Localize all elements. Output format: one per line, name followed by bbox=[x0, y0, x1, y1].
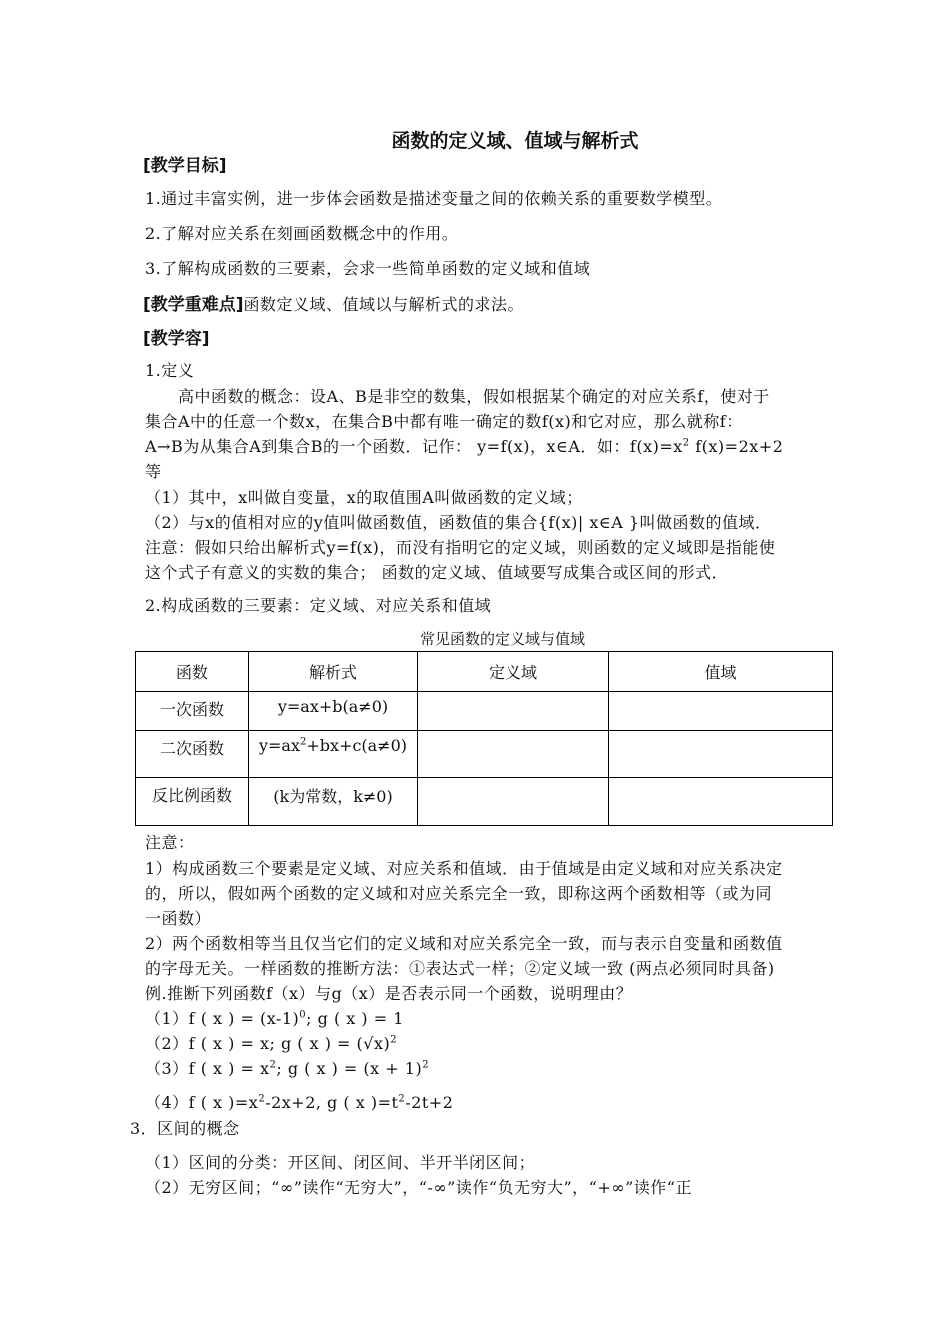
def-line-3 bbox=[145, 434, 783, 457]
example-3b: ; g ( x ) = (x + 1) bbox=[276, 1059, 423, 1078]
note-2: （2）与x的值相对应的y值叫做函数值，函数值的集合{f(x)| x∈A }叫做函数的值域． bbox=[145, 513, 772, 532]
example-1 bbox=[145, 1006, 404, 1029]
row-domain bbox=[418, 692, 609, 731]
para-1b: 的，所以，假如两个函数的定义域和对应关系完全一致，即称这两个函数相等（或为同 bbox=[145, 884, 773, 903]
header-cell: 值域 bbox=[609, 652, 833, 692]
note-4: 这个式子有意义的实数的集合； 函数的定义域、值域要写成集合或区间的形式． bbox=[145, 563, 729, 582]
example-4b: -2x+2, g ( x )=t bbox=[265, 1093, 399, 1112]
note-3: 注意：假如只给出解析式y=f(x)，而没有指明它的定义域，则函数的定义域即是指能使 bbox=[145, 538, 776, 557]
table-row bbox=[136, 731, 833, 778]
interval-heading: 3．区间的概念 bbox=[130, 1119, 240, 1138]
sup-two: 2 bbox=[398, 1093, 406, 1105]
page-title: 函数的定义域、值域与解析式 bbox=[391, 130, 639, 152]
note-1: （1）其中，x叫做自变量，x的取值围A叫做函数的定义域； bbox=[145, 488, 583, 507]
def-line-1: 高中函数的概念：设A、B是非空的数集，假如根据某个确定的对应关系f，使对于 bbox=[178, 387, 770, 406]
sup-two: 2 bbox=[258, 1093, 266, 1105]
para-2c: 例.推断下列函数f（x）与g（x）是否表示同一个函数，说明理由？ bbox=[145, 984, 633, 1003]
header-cell: 函数 bbox=[136, 652, 249, 692]
example-3a: （3）f ( x ) = x bbox=[145, 1059, 270, 1078]
row-range bbox=[609, 692, 833, 731]
section-head-key: [教学重难点] bbox=[143, 295, 244, 315]
def-head: 1.定义 bbox=[145, 361, 195, 380]
header-cell: 解析式 bbox=[249, 652, 418, 692]
key-text: 函数定义域、值域以与解析式的求法。 bbox=[243, 295, 525, 314]
def-line-4: 等 bbox=[145, 462, 162, 481]
functions-table bbox=[135, 651, 833, 826]
def-line-3b: f(x)=2x+2 bbox=[689, 437, 784, 456]
row-domain bbox=[418, 778, 609, 826]
three-elements: 2.构成函数的三要素：定义域、对应关系和值域 bbox=[145, 596, 492, 615]
table-header-row bbox=[136, 652, 833, 692]
formula-part-b: +bx+c(a≠0) bbox=[306, 736, 408, 755]
example-2a: （2）f ( x ) = x; g ( x ) = (√x) bbox=[145, 1034, 391, 1053]
sup-zero: 0 bbox=[299, 1009, 307, 1021]
sup-two: 2 bbox=[422, 1059, 430, 1071]
formula-part-a: y=ax bbox=[258, 736, 300, 755]
example-4a: （4）f ( x )=x bbox=[145, 1093, 259, 1112]
goal-3: 3.了解构成函数的三要素，会求一些简单函数的定义域和值域 bbox=[145, 259, 591, 278]
sup-two: 2 bbox=[682, 437, 690, 449]
section-head-content: [教学容] bbox=[143, 329, 210, 349]
sup-two: 2 bbox=[390, 1034, 398, 1046]
row-name: 反比例函数 bbox=[136, 778, 249, 826]
para-2b: 的字母无关。一样函数的推断方法：①表达式一样；②定义域一致 (两点必须同时具备) bbox=[145, 959, 775, 978]
table-row bbox=[136, 778, 833, 826]
row-range bbox=[609, 778, 833, 826]
table-row bbox=[136, 692, 833, 731]
example-1b: ; g ( x ) = 1 bbox=[306, 1009, 404, 1028]
example-1a: （1）f ( x ) = (x-1) bbox=[145, 1009, 300, 1028]
section-head-goals: [教学目标] bbox=[143, 156, 227, 176]
para-1c: 一函数） bbox=[145, 909, 212, 928]
example-2 bbox=[145, 1031, 397, 1054]
interval-1: （1）区间的分类：开区间、闭区间、半开半闭区间； bbox=[145, 1153, 536, 1172]
sup-two: 2 bbox=[269, 1059, 277, 1071]
row-formula: (k为常数，k≠0) bbox=[249, 778, 418, 826]
def-line-2: 集合A中的任意一个数x，在集合B中都有唯一确定的数f(x)和它对应，那么就称f： bbox=[145, 412, 743, 431]
example-4 bbox=[145, 1090, 453, 1113]
key-points-line bbox=[143, 290, 524, 315]
example-3 bbox=[145, 1056, 429, 1079]
header-cell: 定义域 bbox=[418, 652, 609, 692]
table-caption: 常见函数的定义域与值域 bbox=[420, 630, 586, 648]
para-1a: 1）构成函数三个要素是定义域、对应关系和值域．由于值域是由定义域和对应关系决定 bbox=[145, 859, 783, 878]
para-2a: 2）两个函数相等当且仅当它们的定义域和对应关系完全一致，而与表示自变量和函数值 bbox=[145, 934, 783, 953]
row-range bbox=[609, 731, 833, 778]
note-heading: 注意： bbox=[145, 833, 195, 852]
interval-2: （2）无穷区间；“∞”读作“无穷大”，“-∞”读作“负无穷大”，“+∞”读作“正 bbox=[145, 1178, 692, 1197]
goal-2: 2.了解对应关系在刻画函数概念中的作用。 bbox=[145, 224, 459, 243]
example-4c: -2t+2 bbox=[405, 1093, 454, 1112]
goal-1: 1.通过丰富实例，进一步体会函数是描述变量之间的依赖关系的重要数学模型。 bbox=[145, 189, 723, 208]
sup-two: 2 bbox=[299, 736, 307, 748]
row-domain bbox=[418, 731, 609, 778]
row-formula bbox=[249, 731, 418, 778]
row-formula: y=ax+b(a≠0) bbox=[249, 692, 418, 731]
row-name: 二次函数 bbox=[136, 731, 249, 778]
def-line-3a: A→B为从集合A到集合B的一个函数．记作： y=f(x)，x∈A．如：f(x)=x bbox=[145, 437, 683, 456]
row-name: 一次函数 bbox=[136, 692, 249, 731]
